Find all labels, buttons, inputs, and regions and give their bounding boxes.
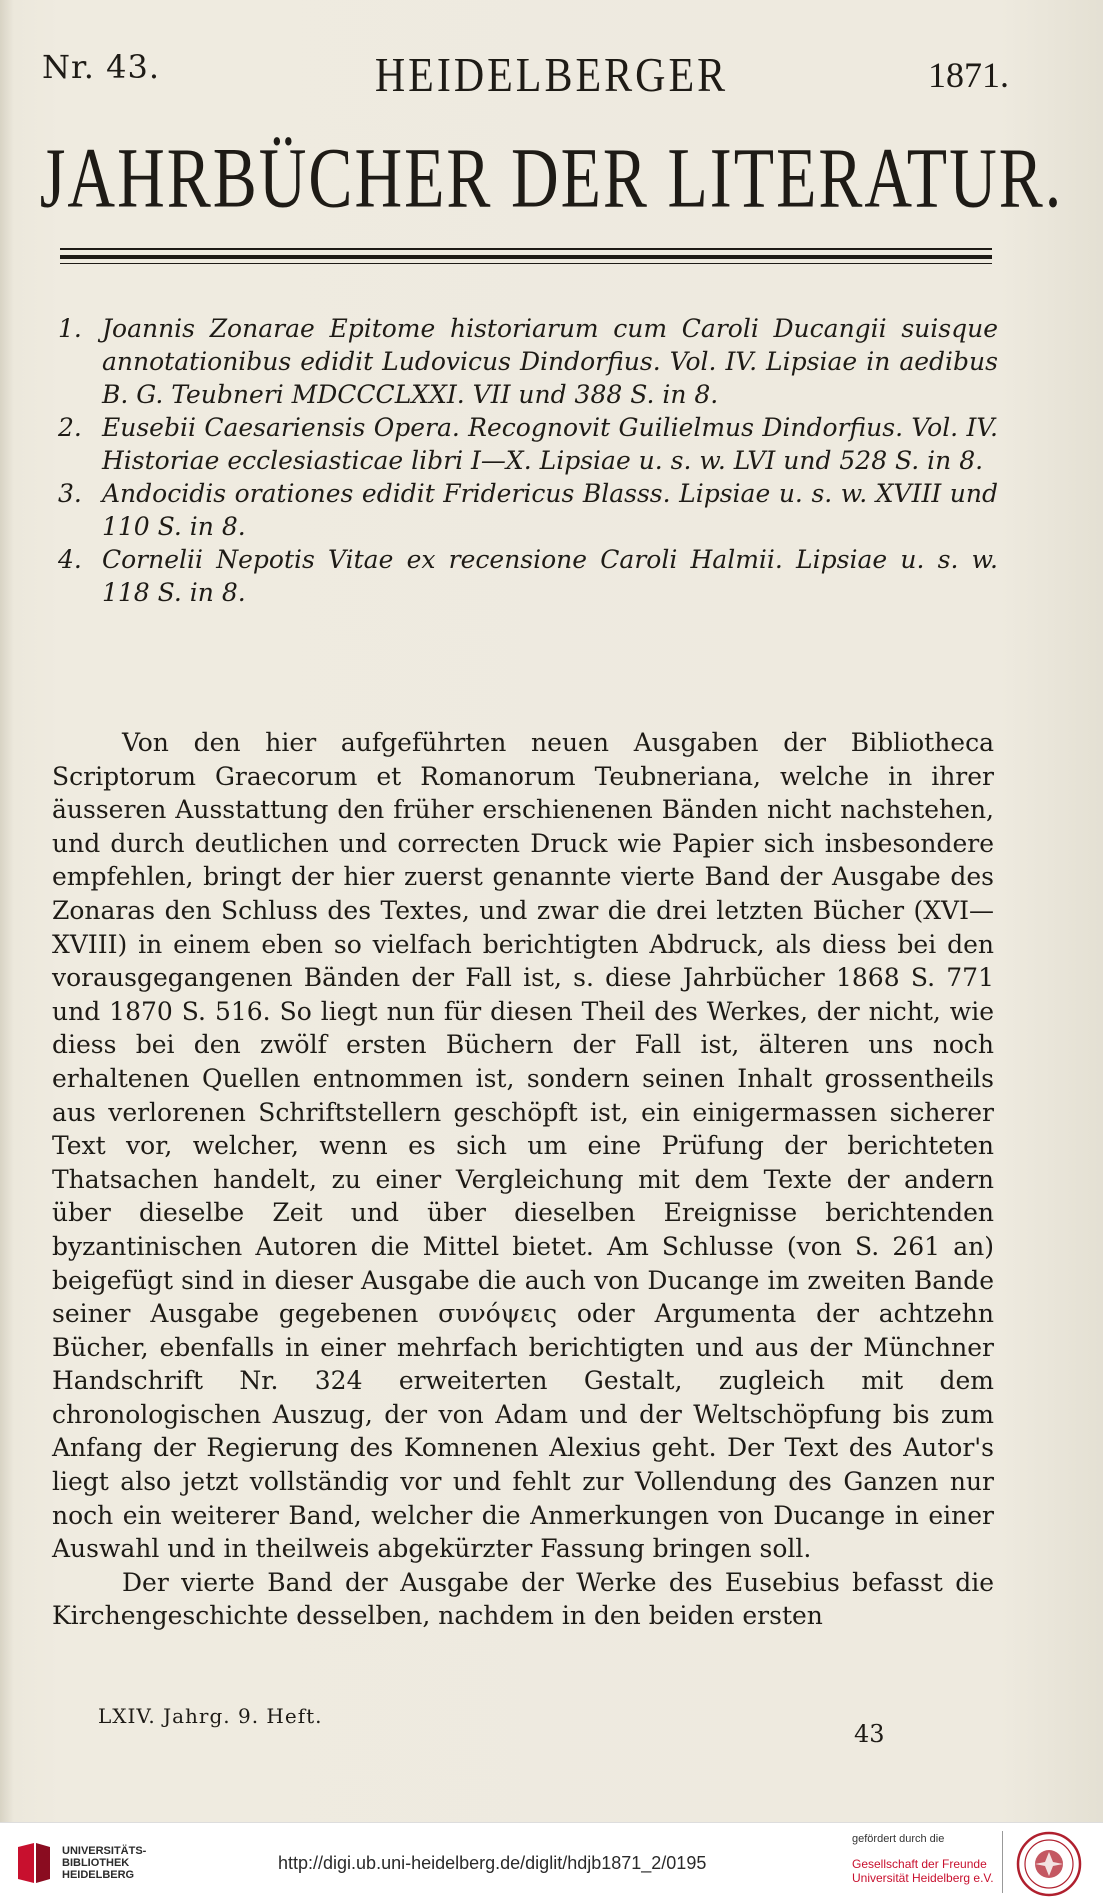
header-rule [60,248,992,250]
body-paragraph: Der vierte Band der Ausgabe der Werke des Eusebius befasst die Kirchengeschichte desselben, nachdem in den beiden ersten [52,1567,994,1631]
permalink-url[interactable]: http://digi.ub.uni-heidelberg.de/diglit/hdjb1871_2/0195 [278,1853,707,1873]
issue-year: 1871. [928,55,1009,95]
reference-text: Eusebii Caesariensis Opera. Recognovit Guilielmus Dindorfius. Vol. IV. Historiae ecclesiasticae libri I—X. Lipsiae u. s. w. LVI und 528 S. in 8. [102,413,998,475]
review-body [52,726,994,1633]
sponsor-organization [852,1857,1012,1885]
library-name-line: BIBLIOTHEK [62,1857,130,1869]
sponsor-name-line: Universität Heidelberg e.V. [852,1871,994,1885]
library-footer-bar [0,1822,1103,1901]
library-name [62,1845,146,1881]
reference-item [58,543,998,609]
header-rule-thin [60,263,992,264]
university-seal-icon [1016,1831,1082,1897]
reference-text: Andocidis orationes edidit Fridericus Blasss. Lipsiae u. s. w. XVIII und 110 S. in 8. [102,479,998,541]
sponsor-label: gefördert durch die [852,1833,945,1845]
divider [1002,1831,1003,1893]
body-paragraph: Von den hier aufgeführten neuen Ausgaben der Bibliotheca Scriptorum Graecorum et Romanorum Teubneriana, welche in ihrer äusseren Ausstattung den früher erschienenen Bänden nicht nachstehen, und durch deutlichen und correcten Druck wie Papier sich insbesondere empfehlen, bringt der hier zuerst genannte vierte Band der Ausgabe des Zonaras den Schluss des Textes, und zwar die drei letzten Bücher (XVI—XVIII) in einem eben so vielfach berichtigten Abdruck, als diess bei den vorausgegangenen Bänden der Fall ist, s. diese Jahrbücher 1868 S. 771 und 1870 S. 516. So liegt nun für diesen Theil des Werkes, der nicht, wie diess bei den zwölf ersten Büchern der Fall ist, älteren uns noch erhaltenen Quellen entnommen ist, sondern seinen Inhalt grossentheils aus verlorenen Schriftstellern geschöpft ist, ein einigermassen sicherer Text vor, welcher, wenn es sich um eine Prüfung der berichteten Thatsachen handelt, zu einer Vergleichung mit dem Texte der andern über dieselbe Zeit und über dieselben Ereignisse berichtenden byzantinischen Autoren die Mittel bietet. Am Schlusse (von S. 261 an) beigefügt sind in dieser Ausgabe die auch von Ducange im zweiten Bande seiner Ausgabe gegebenen συνόψεις oder Argumenta der achtzehn Bücher, ebenfalls in einer mehrfach berichtigten und aus der Münchner Handschrift Nr. 324 erweiterten Gestalt, zugleich mit dem chronologischen Auszug, der von Adam und der Weltschöpfung bis zum Anfang der Regierung des Komnenen Alexius geht. Der Text des Autor's liegt also jetzt vollständig vor und fehlt zur Vollendung des Ganzen nur noch ein weiterer Band, welcher die Anmerkungen von Ducange in einer Auswahl und in theilweis abgekürzter Fassung bringen soll. [52,728,994,1564]
page-header [0,48,1103,108]
header-rule-thick [60,255,992,259]
reference-list [58,312,998,609]
reference-number: 1. [58,314,82,343]
journal-name: HEIDELBERGER [374,49,729,103]
issue-number: Nr. 43. [42,48,161,86]
reference-number: 4. [58,545,82,574]
library-name-line: UNIVERSITÄTS- [62,1845,147,1857]
reference-text: Joannis Zonarae Epitome historiarum cum Caroli Ducangii suisque annotationibus edidit Ludovicus Dindorfius. Vol. IV. Lipsiae in aedibus B. G. Teubneri MDCCCLXXI. VII und 388 S. in 8. [102,314,998,409]
reference-text: Cornelii Nepotis Vitae ex recensione Caroli Halmii. Lipsiae u. s. w. 118 S. in 8. [102,545,998,607]
sponsor-name-line: Gesellschaft der Freunde [852,1857,987,1871]
page-number: 43 [854,1720,885,1748]
reference-item [58,312,998,411]
journal-title: JAHRBÜCHER DER LITERATUR. [39,131,1064,227]
reference-number: 2. [58,413,82,442]
library-name-line: HEIDELBERG [62,1869,135,1881]
sponsor-block [852,1833,1012,1885]
reference-item [58,411,998,477]
reference-item [58,477,998,543]
signature-line: LXIV. Jahrg. 9. Heft. [98,1704,323,1728]
reference-number: 3. [58,479,82,508]
university-library-logo-icon [12,1839,56,1887]
